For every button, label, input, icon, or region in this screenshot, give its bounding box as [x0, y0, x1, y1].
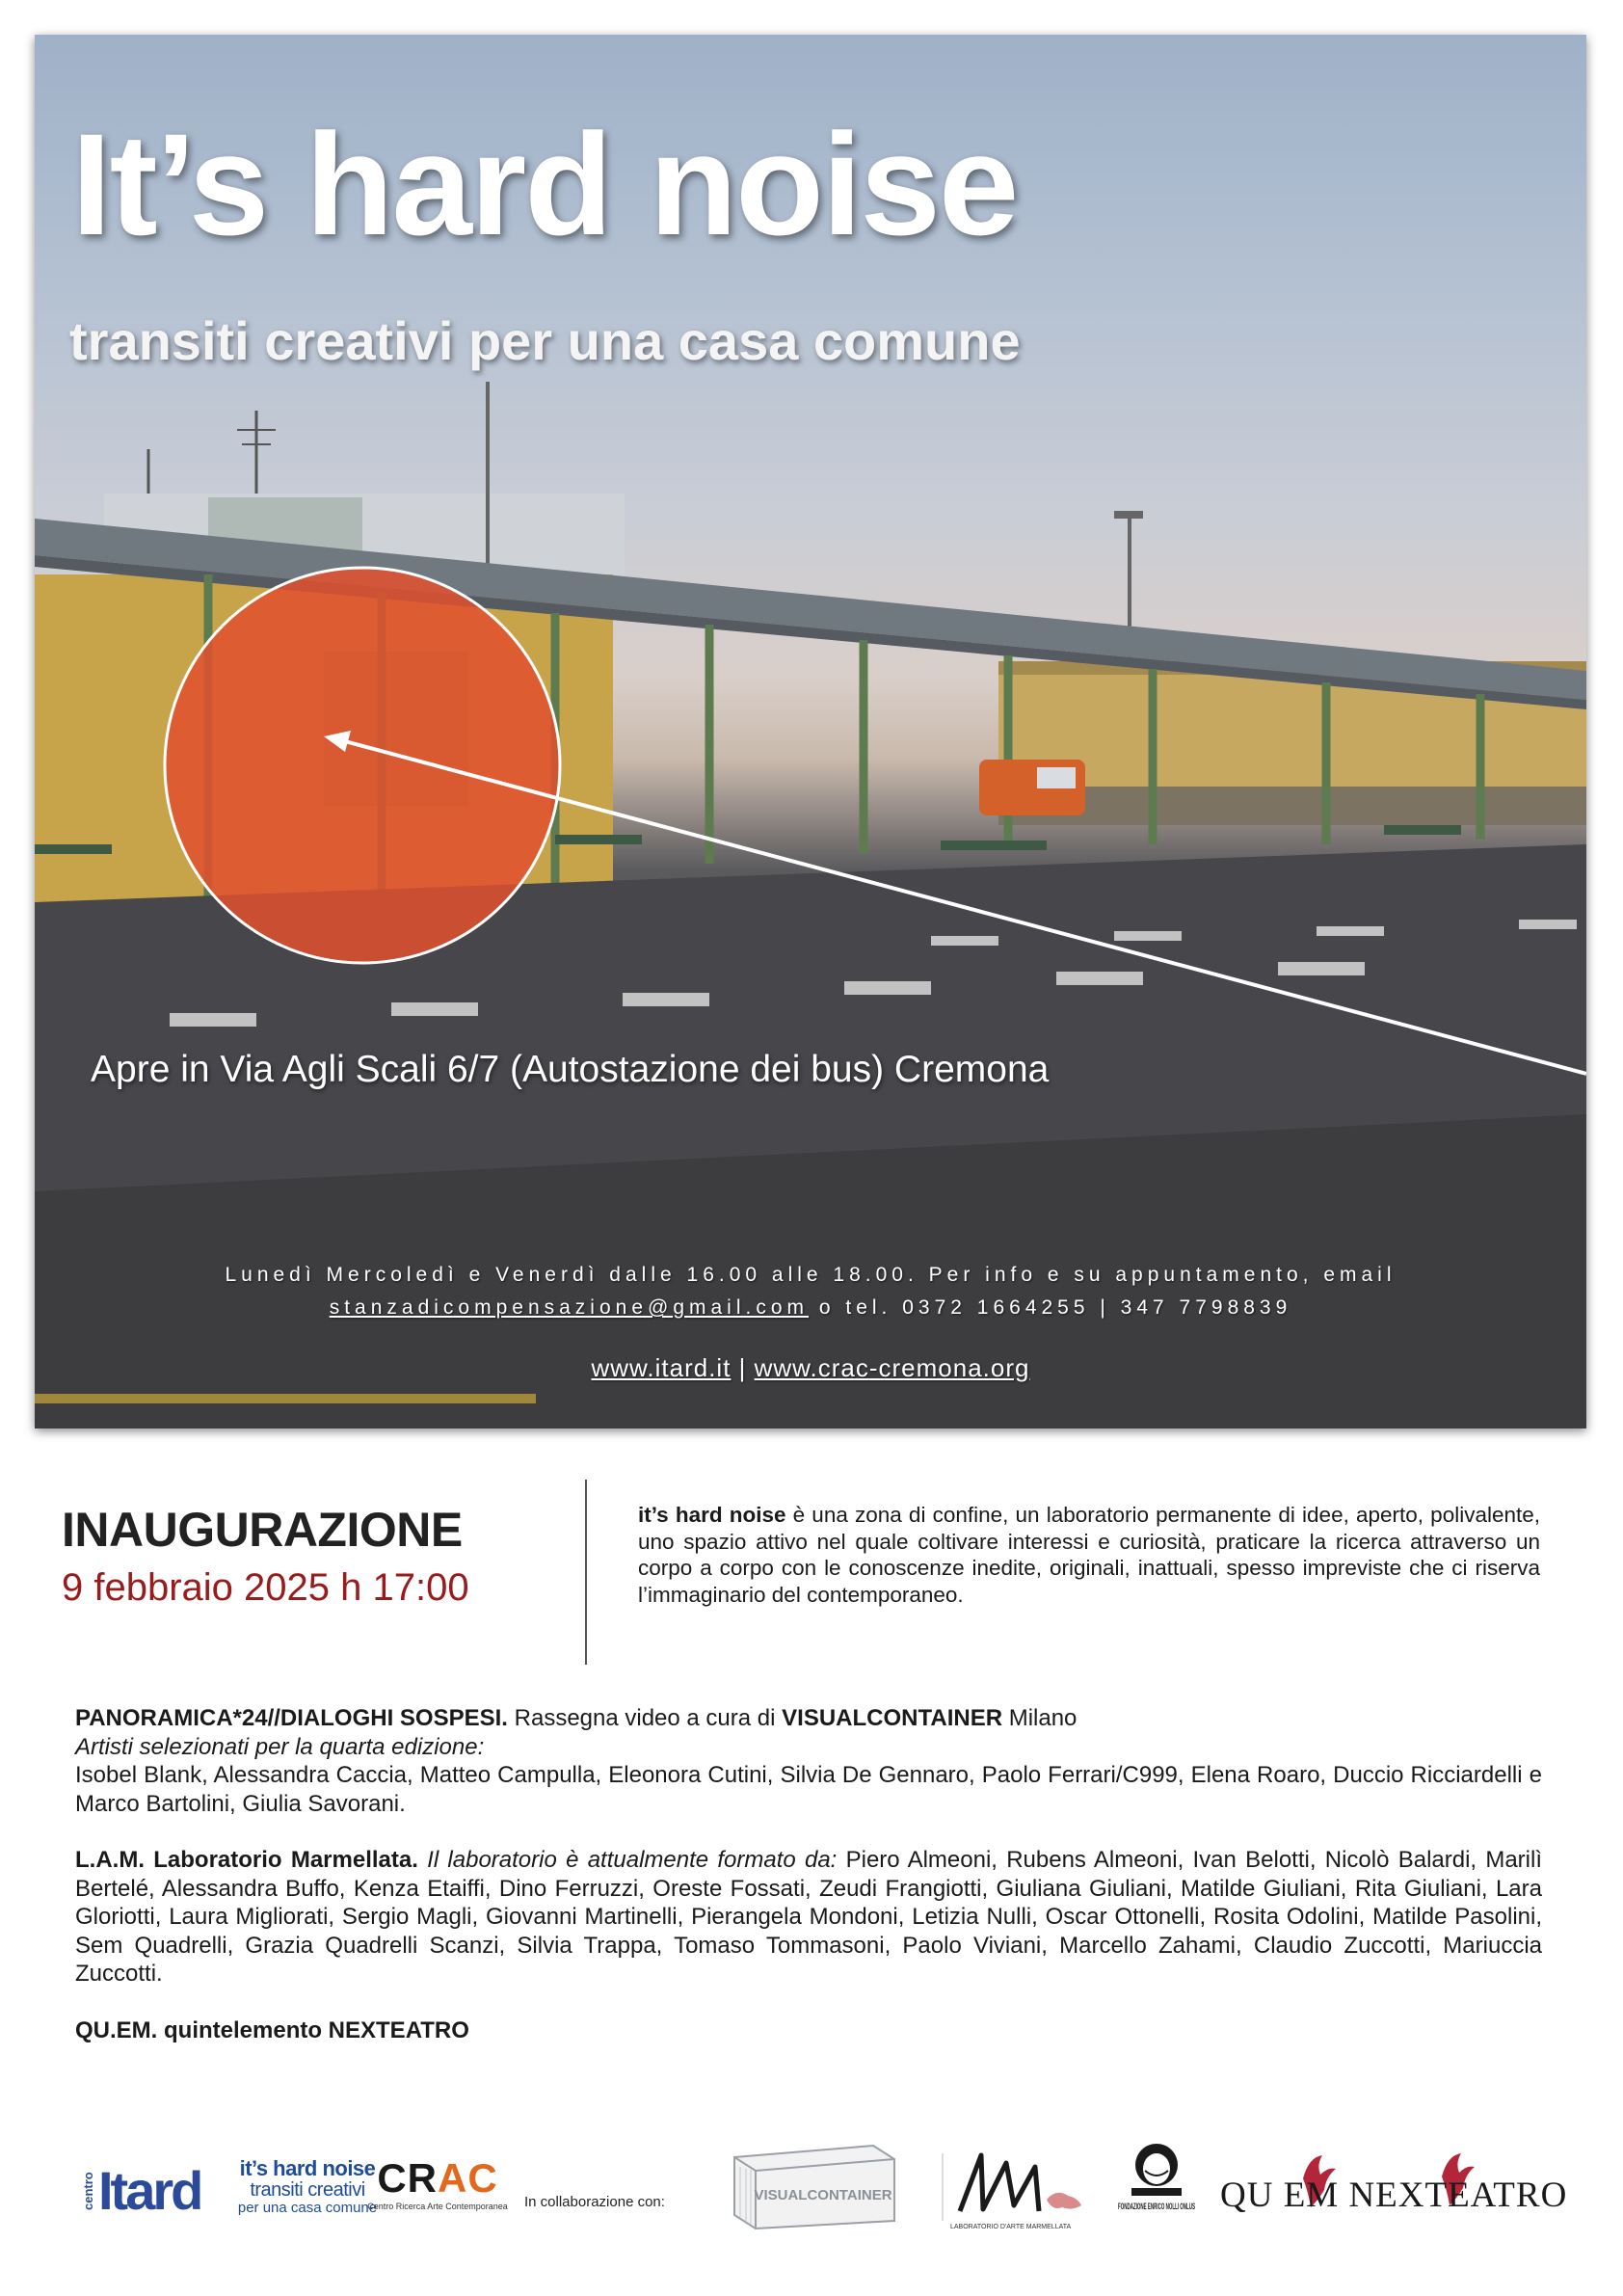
ihn-line-3: per una casa comune — [237, 2200, 378, 2216]
link-itard[interactable]: www.itard.it — [591, 1353, 732, 1382]
panoramica-artists-label — [75, 1733, 1542, 1762]
logo-lam — [939, 2144, 1093, 2237]
hero-links — [35, 1353, 1586, 1383]
logo-visualcontainer — [729, 2138, 902, 2235]
intro-paragraph — [638, 1502, 1540, 1608]
lam-paragraph — [75, 1846, 1542, 1989]
email-link[interactable]: stanzadicompensazione@gmail.com — [329, 1296, 810, 1319]
container-icon — [729, 2138, 902, 2230]
panoramica-heading — [75, 1704, 1542, 1733]
lam-title: L.A.M. Laboratorio Marmellata. — [75, 1847, 418, 1873]
fondazione-text: FONDAZIONE ENRICO NOLLI ONLUS — [1118, 2202, 1195, 2211]
link-separator: | — [731, 1353, 755, 1382]
intro-lead: it’s hard noise — [638, 1503, 786, 1527]
quem-title: QU.EM. quintelemento NEXTEATRO — [75, 2016, 469, 2043]
lam-logo-mark — [939, 2144, 1093, 2232]
panoramica-text: Rassegna video a cura di — [507, 1705, 783, 1731]
panoramica-title: PANORAMICA*24//DIALOGHI SOSPESI. — [75, 1705, 508, 1731]
crac-cr: CR — [377, 2155, 438, 2201]
crac-subtitle: Centro Ricerca Arte Contemporanea — [367, 2202, 508, 2211]
hero-photo — [35, 35, 1586, 1428]
panoramica-artists: Isobel Blank, Alessandra Caccia, Matteo Campulla, Eleonora Cutini, Silvia De Gennaro, Paolo Ferrari/C999, Elena Roaro, Duccio Ricciardelli e Marco Bartolini, Giulia Savorani. — [75, 1762, 1542, 1817]
itard-word: Itard — [98, 2160, 201, 2221]
contact-line — [35, 1292, 1586, 1324]
panoramica-curator: VISUALCONTAINER — [782, 1705, 1003, 1731]
program-section — [75, 1704, 1542, 2044]
opening-hours: Lunedì Mercoledì e Venerdì dalle 16.00 alle 18.00. Per info e su appuntamento, email — [225, 1264, 1397, 1286]
logo-crac — [360, 2155, 515, 2212]
phone-numbers: o tel. 0372 1664255 | 347 7798839 — [809, 1296, 1292, 1319]
lam-subtitle: LABORATORIO D'ARTE MARMELLATA — [950, 2224, 1072, 2230]
road-line — [35, 1394, 536, 1403]
intro-text: è una zona di confine, un laboratorio permanente di idee, aperto, polivalente, uno spazio attivo nel quale coltivare interessi e curiosità, praticare la ricerca attraverso un corpo a corpo con le conoscenze inedite, originali, inattuali, spesso impreviste che ci riserva l’immaginario del contemporaneo. — [638, 1503, 1541, 1607]
hero-contact-info — [35, 1259, 1586, 1324]
visualcontainer-text: VISUALCONTAINER — [754, 2187, 892, 2203]
link-crac[interactable]: www.crac-cremona.org — [754, 1353, 1030, 1382]
artists-label: Artisti selezionati per la quarta edizione: — [75, 1733, 485, 1760]
lam-members: Piero Almeoni, Rubens Almeoni, Ivan Belotti, Nicolò Balardi, Marilì Bertelé, Alessandra Buffo, Kenza Etaiffi, Dino Ferruzzi, Oreste Fossati, Zeudi Frangiotti, Giuliana Giuliani, Matilde Giuliani, Rita Giuliani, Lara Gloriotti, Laura Migliorati, Sergio Magli, Giovanni Martinelli, Pierangela Mondoni, Letizia Nulli, Oscar Ottonelli, Rosita Odolini, Matilde Pasolini, Sem Quadrelli, Grazia Quadrelli Scanzi, Silvia Trappa, Tomaso Tommasoni, Paolo Viviani, Marcello Zahami, Claudio Zuccotti, Mariuccia Zuccotti. — [75, 1847, 1543, 1987]
fondazione-portrait-icon — [1116, 2138, 1197, 2234]
inauguration-title: INAUGURAZIONE — [62, 1503, 463, 1557]
ihn-line-2: transiti creativi — [250, 2179, 365, 2201]
inauguration-date: 9 febbraio 2025 h 17:00 — [62, 1566, 469, 1609]
ihn-line-1: it’s hard noise — [239, 2156, 376, 2180]
quem-nexteatro-text: QU EM NEXTEATRO — [1220, 2176, 1568, 2215]
collaboration-label: In collaborazione con: — [524, 2194, 665, 2210]
hero-title: It’s hard noise — [71, 103, 1018, 265]
panoramica-city: Milano — [1002, 1705, 1078, 1731]
hero-address: Apre in Via Agli Scali 6/7 (Autostazione dei bus) Cremona — [91, 1049, 1050, 1090]
itard-small-text: centro — [81, 2172, 95, 2210]
lam-label: Il laboratorio è attualmente formato da: — [417, 1847, 838, 1873]
logo-fondazione-nolli — [1116, 2138, 1197, 2239]
highlight-circle — [165, 568, 560, 963]
hero-subtitle: transiti creativi per una casa comune — [69, 310, 1021, 371]
vertical-divider — [585, 1480, 587, 1665]
partner-logos — [0, 2121, 1623, 2246]
crac-ac: AC — [438, 2155, 498, 2201]
quem-paragraph — [75, 2016, 1542, 2045]
